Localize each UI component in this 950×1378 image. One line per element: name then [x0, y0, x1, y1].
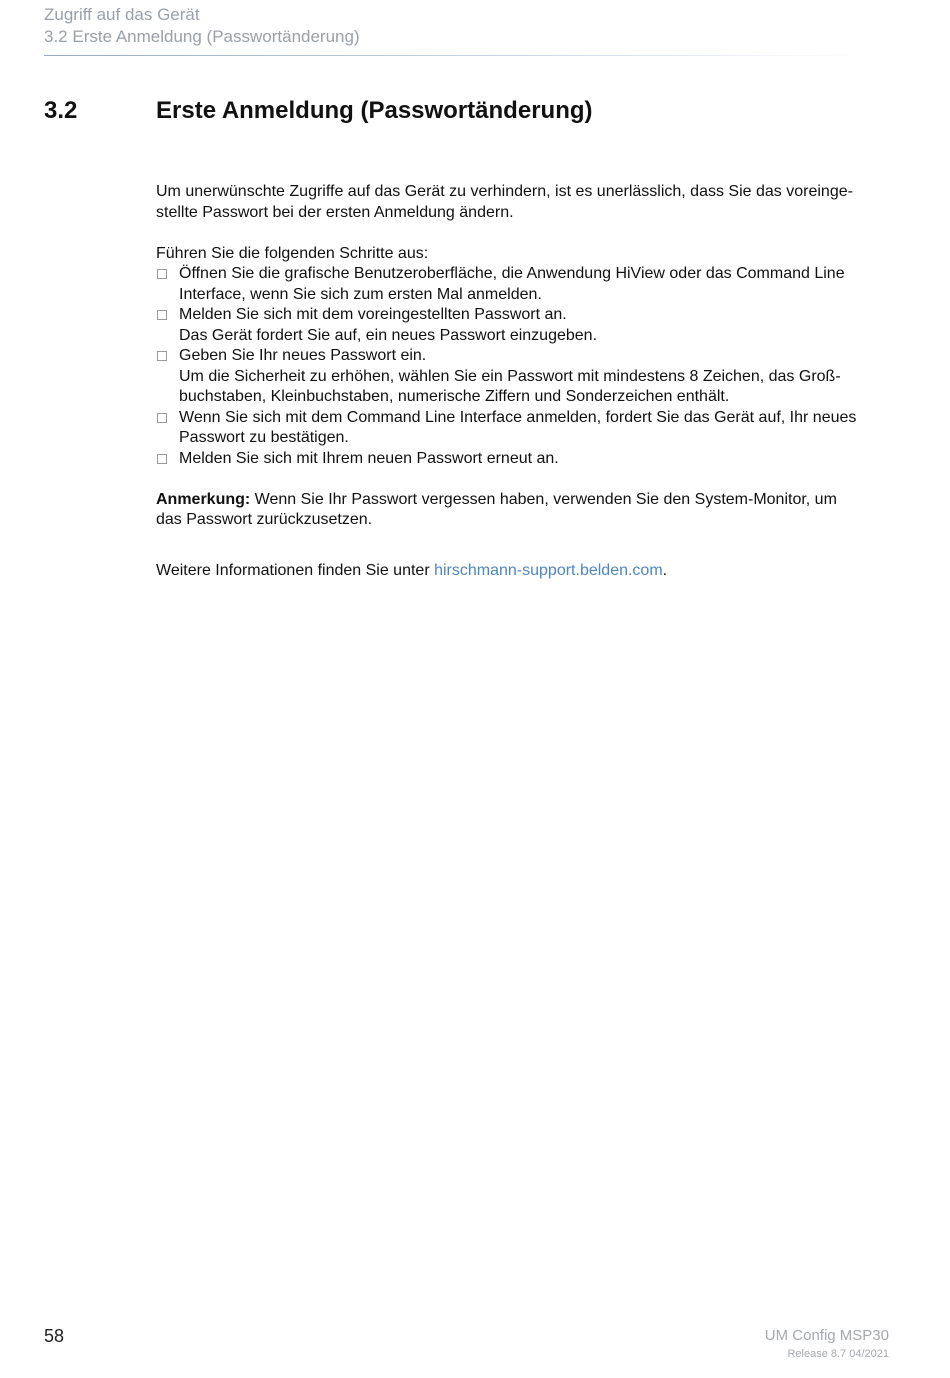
header-divider	[44, 55, 864, 56]
step-item: Geben Sie Ihr neues Passwort ein. Um die Sicherheit zu erhöhen, wählen Sie ein Passwort mit mindestens 8 Zeichen, das Groß- buchstaben, Kleinbuchstaben, numerische Ziffern und Sonderzeichen enthält.	[156, 346, 896, 408]
checkbox-icon	[157, 413, 167, 423]
step-item: Melden Sie sich mit dem voreingestellten Passwort an. Das Gerät fordert Sie auf, ein neues Passwort einzugeben.	[156, 305, 896, 346]
note-label: Anmerkung:	[156, 490, 251, 508]
checkbox-icon	[157, 269, 167, 279]
intro-paragraph: Um unerwünschte Zugriffe auf das Gerät zu verhindern, ist es unerlässlich, dass Sie das voreinge- stellte Passwort bei der ersten Anmeldung ändern.	[156, 183, 853, 221]
support-link[interactable]: hirschmann-support.belden.com	[434, 561, 663, 579]
main-content	[156, 182, 896, 581]
step-item: Öffnen Sie die grafische Benutzeroberfläche, die Anwendung HiView oder das Command Line Interface, wenn Sie sich zum ersten Mal anmelden.	[156, 264, 896, 305]
checkbox-icon	[157, 351, 167, 361]
step-item: Melden Sie sich mit Ihrem neuen Passwort erneut an.	[156, 449, 896, 470]
checkbox-icon	[157, 310, 167, 320]
more-info-paragraph: Weitere Informationen finden Sie unter hirschmann-support.belden.com.	[156, 561, 668, 579]
checkbox-icon	[157, 454, 167, 464]
note-paragraph: Anmerkung: Wenn Sie Ihr Passwort vergessen haben, verwenden Sie den System-Monitor, um das Passwort zurückzusetzen.	[156, 490, 837, 528]
steps-list	[156, 264, 896, 469]
section-title: Erste Anmeldung (Passwortänderung)	[156, 97, 593, 124]
footer-document-info	[765, 1326, 889, 1361]
page-number: 58	[44, 1326, 65, 1346]
running-header-chapter: Zugriff auf das Gerät	[44, 5, 200, 24]
running-header	[44, 4, 360, 48]
running-header-section: 3.2 Erste Anmeldung (Passwortänderung)	[44, 27, 360, 46]
step-item: Wenn Sie sich mit dem Command Line Interface anmelden, fordert Sie das Gerät auf, Ihr neues Passwort zu bestätigen.	[156, 408, 896, 449]
document-title: UM Config MSP30	[764, 1327, 889, 1344]
section-number: 3.2	[44, 97, 78, 124]
document-release: Release 8.7 04/2021	[787, 1348, 889, 1360]
steps-intro: Führen Sie die folgenden Schritte aus:	[156, 244, 429, 262]
